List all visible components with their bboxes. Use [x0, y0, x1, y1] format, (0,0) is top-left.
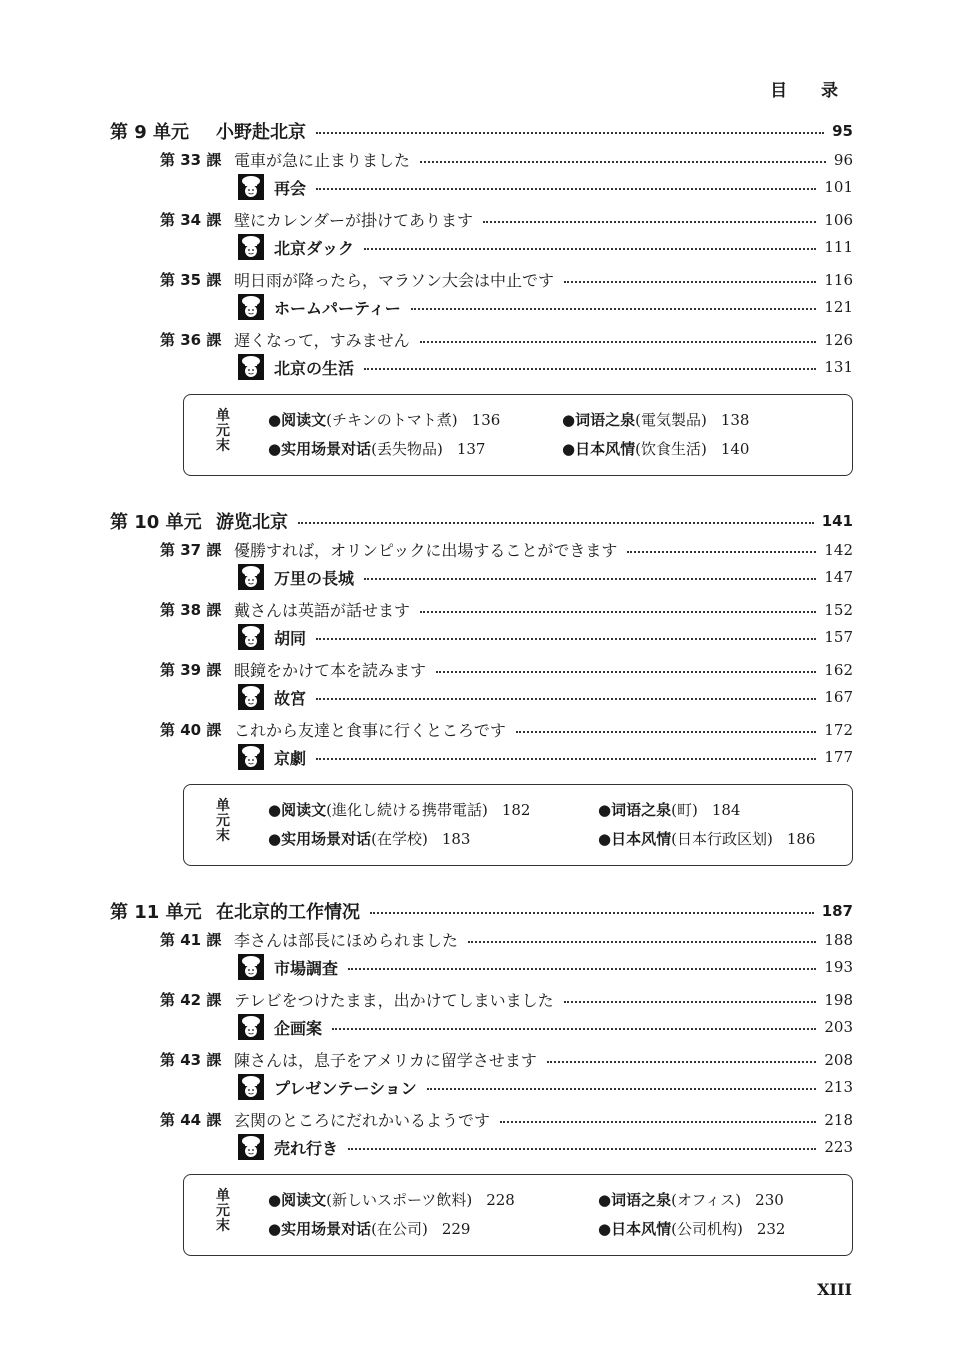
sub-section-title: 売れ行き [274, 1138, 339, 1158]
page-ref: 111 [824, 238, 853, 256]
page-ref: 223 [824, 1138, 853, 1156]
sub-section-row[interactable] [238, 744, 853, 770]
page-ref: 213 [824, 1078, 853, 1096]
leader-dots [483, 221, 816, 223]
side-char: 单 [216, 798, 230, 814]
lesson-number: 第 36 課 [160, 331, 222, 349]
review-item-detail: (町) [671, 801, 698, 819]
page-ref: 162 [824, 660, 853, 679]
unit-section [110, 118, 853, 488]
leader-dots [316, 132, 824, 134]
sub-section-title: 企画案 [274, 1018, 323, 1038]
review-item-label: ●实用场景对话 [268, 830, 372, 848]
leader-dots [420, 611, 816, 613]
chef-icon [238, 1074, 264, 1100]
unit-title: 小野赴北京 [216, 122, 306, 143]
page-ref: 193 [824, 958, 853, 976]
leader-dots [364, 248, 816, 250]
review-item-label: ●日本风情 [598, 830, 672, 848]
lesson-row[interactable] [160, 718, 853, 741]
page-number: XIII [817, 1280, 852, 1299]
review-item[interactable] [268, 799, 530, 820]
unit-title: 在北京的工作情况 [216, 902, 360, 923]
leader-dots [564, 1001, 817, 1003]
sub-section-row[interactable] [238, 354, 853, 380]
review-item[interactable] [268, 828, 470, 849]
unit-title-row[interactable] [110, 508, 853, 534]
sub-section-title: 故宮 [274, 688, 307, 708]
review-item[interactable] [562, 438, 749, 459]
leader-dots [411, 308, 817, 310]
unit-review-box [183, 394, 853, 476]
side-char: 末 [216, 828, 230, 844]
leader-dots [436, 671, 816, 673]
sub-section-title: 再会 [274, 178, 307, 198]
review-item-label: ●阅读文 [268, 411, 327, 429]
unit-number: 第 10 单元 [110, 512, 202, 533]
review-item-label: ●日本风情 [562, 440, 636, 458]
sub-section-title: ホームパーティー [274, 298, 401, 318]
lesson-number: 第 37 課 [160, 541, 222, 559]
page-ref: 101 [824, 178, 853, 196]
lesson-title: これから友達と食事に行くところです [234, 721, 506, 740]
sub-section-title: 北京ダック [274, 238, 355, 258]
sub-section-row[interactable] [238, 954, 853, 980]
review-item[interactable] [598, 799, 740, 820]
leader-dots [316, 638, 816, 640]
page-ref: 177 [824, 748, 853, 766]
lesson-title: 明日雨が降ったら，マラソン大会は中止です [234, 271, 555, 290]
page-header: 目 录 [770, 81, 852, 101]
leader-dots [316, 758, 816, 760]
page-ref: 142 [824, 540, 853, 559]
page-ref: 152 [824, 600, 853, 619]
lesson-title: 壁にカレンダーが掛けてあります [234, 211, 473, 230]
review-side-label [214, 409, 232, 454]
page-ref: 106 [824, 210, 853, 229]
page-ref: 121 [824, 298, 853, 316]
leader-dots [348, 968, 816, 970]
lesson-row[interactable] [160, 208, 853, 231]
page-ref: 140 [720, 440, 750, 458]
leader-dots [516, 731, 817, 733]
lesson-number: 第 38 課 [160, 601, 222, 619]
lesson-row[interactable] [160, 148, 853, 171]
lesson-row[interactable] [160, 598, 853, 621]
review-item[interactable] [268, 438, 485, 459]
lesson-number: 第 39 課 [160, 661, 222, 679]
page-ref: 138 [720, 411, 750, 429]
lesson-title: 玄関のところにだれかいるようです [234, 1111, 491, 1130]
leader-dots [370, 912, 814, 914]
review-item-detail: (丢失物品) [371, 440, 443, 458]
side-char: 元 [216, 1203, 230, 1219]
chef-icon [238, 684, 264, 710]
review-item-label: ●实用场景对话 [268, 440, 372, 458]
side-char: 末 [216, 1218, 230, 1234]
lesson-title: 優勝すれば，オリンピックに出場することができます [234, 541, 618, 560]
page-ref: 218 [824, 1110, 853, 1129]
unit-section [110, 508, 853, 878]
sub-section-row[interactable] [238, 174, 853, 200]
unit-section [110, 898, 853, 1268]
page-ref: 203 [824, 1018, 853, 1036]
lesson-title: 眼鏡をかけて本を読みます [234, 661, 427, 680]
lesson-row[interactable] [160, 1108, 853, 1131]
side-char: 元 [216, 813, 230, 829]
page-ref: 188 [824, 930, 853, 949]
page-ref: 183 [441, 830, 471, 848]
review-item-label: ●词语之泉 [598, 1191, 672, 1209]
sub-section-row[interactable] [238, 294, 853, 320]
lesson-title: テレビをつけたまま，出かけてしまいました [234, 991, 554, 1010]
chef-icon [238, 174, 264, 200]
lesson-number: 第 33 課 [160, 151, 222, 169]
review-item-detail: (公司机构) [671, 1220, 743, 1238]
page-ref: 116 [824, 270, 853, 289]
review-item[interactable] [598, 1218, 785, 1239]
review-side-label [214, 799, 232, 844]
lesson-number: 第 41 課 [160, 931, 222, 949]
lesson-row[interactable] [160, 928, 853, 951]
leader-dots [332, 1028, 816, 1030]
unit-review-box [183, 1174, 853, 1256]
leader-dots [420, 341, 817, 343]
page-ref: 184 [711, 801, 741, 819]
page-ref: 182 [501, 801, 531, 819]
leader-dots [316, 188, 816, 190]
leader-dots [316, 698, 816, 700]
page-ref: 157 [824, 628, 853, 646]
lesson-number: 第 34 課 [160, 211, 222, 229]
lesson-row[interactable] [160, 538, 853, 561]
page-ref: 136 [471, 411, 501, 429]
lesson-row[interactable] [160, 328, 853, 351]
lesson-title: 戴さんは英語が話せます [234, 601, 411, 620]
review-item[interactable] [598, 1189, 784, 1210]
review-item-detail: (饮食生活) [635, 440, 707, 458]
sub-section-row[interactable] [238, 234, 853, 260]
page-ref: 232 [756, 1220, 786, 1238]
review-item-detail: (電気製品) [635, 411, 707, 429]
unit-title: 游览北京 [216, 512, 288, 533]
review-item-label: ●实用场景对话 [268, 1220, 372, 1238]
page-ref: 137 [456, 440, 486, 458]
sub-section-title: 京劇 [274, 748, 307, 768]
lesson-number: 第 43 課 [160, 1051, 222, 1069]
lesson-title: 遅くなって，すみません [234, 331, 410, 350]
sub-section-title: 胡同 [274, 628, 307, 648]
leader-dots [500, 1121, 816, 1123]
sub-section-row[interactable] [238, 1074, 853, 1100]
lesson-row[interactable] [160, 988, 853, 1011]
page-ref: 95 [832, 122, 853, 140]
review-item-detail: (在公司) [371, 1220, 428, 1238]
leader-dots [298, 522, 814, 524]
chef-icon [238, 1014, 264, 1040]
page-ref: 228 [486, 1191, 515, 1209]
page-ref: 126 [824, 330, 853, 349]
chef-icon [238, 294, 264, 320]
review-side-label [214, 1189, 232, 1234]
chef-icon [238, 954, 264, 980]
leader-dots [427, 1088, 817, 1090]
leader-dots [627, 551, 816, 553]
side-char: 单 [216, 1188, 230, 1204]
review-item-detail: (オフィス) [671, 1191, 742, 1209]
lesson-number: 第 40 課 [160, 721, 222, 739]
review-item-detail: (日本行政区划) [671, 830, 773, 848]
side-char: 单 [216, 408, 230, 424]
page-ref: 172 [824, 720, 853, 739]
review-item-detail: (新しいスポーツ飲料) [326, 1191, 473, 1209]
review-item[interactable] [562, 409, 749, 430]
leader-dots [564, 281, 816, 283]
sub-section-row[interactable] [238, 684, 853, 710]
lesson-row[interactable] [160, 1048, 853, 1071]
side-char: 末 [216, 438, 230, 454]
sub-section-title: 市場調査 [274, 958, 339, 978]
sub-section-row[interactable] [238, 1134, 853, 1160]
review-item-label: ●词语之泉 [562, 411, 636, 429]
page-ref: 147 [824, 568, 853, 586]
leader-dots [420, 161, 826, 163]
lesson-row[interactable] [160, 658, 853, 681]
review-item[interactable] [268, 409, 500, 430]
page-ref: 96 [833, 150, 853, 169]
chef-icon [238, 624, 264, 650]
sub-section-row[interactable] [238, 624, 853, 650]
page-ref: 230 [755, 1191, 784, 1209]
review-item-detail: (チキンのトマト煮) [326, 411, 458, 429]
page-ref: 187 [821, 902, 853, 920]
chef-icon [238, 1134, 264, 1160]
page-ref: 198 [824, 990, 853, 1009]
lesson-number: 第 42 課 [160, 991, 222, 1009]
unit-title-row[interactable] [110, 898, 853, 924]
page-ref: 141 [821, 512, 853, 530]
leader-dots [364, 368, 816, 370]
review-item[interactable] [268, 1189, 515, 1210]
leader-dots [468, 941, 816, 943]
page-ref: 229 [441, 1220, 471, 1238]
page-ref: 167 [824, 688, 853, 706]
lesson-title: 陳さんは，息子をアメリカに留学させます [234, 1051, 537, 1070]
sub-section-title: プレゼンテーション [274, 1078, 417, 1098]
chef-icon [238, 744, 264, 770]
side-char: 元 [216, 423, 230, 439]
chef-icon [238, 354, 264, 380]
lesson-number: 第 35 課 [160, 271, 222, 289]
leader-dots [547, 1061, 816, 1063]
chef-icon [238, 564, 264, 590]
review-item-detail: (在学校) [371, 830, 428, 848]
leader-dots [364, 578, 816, 580]
review-item-label: ●日本风情 [598, 1220, 672, 1238]
review-item-label: ●阅读文 [268, 1191, 327, 1209]
lesson-title: 李さんは部長にほめられました [234, 931, 459, 950]
sub-section-row[interactable] [238, 1014, 853, 1040]
unit-review-box [183, 784, 853, 866]
page-ref: 186 [786, 830, 816, 848]
lesson-title: 電車が急に止まりました [234, 151, 411, 170]
sub-section-title: 北京の生活 [274, 358, 355, 378]
unit-title-row[interactable] [110, 118, 853, 144]
review-item-label: ●词语之泉 [598, 801, 672, 819]
review-item-detail: (進化し続ける携帯電話) [326, 801, 488, 819]
unit-number: 第 11 单元 [110, 902, 202, 923]
lesson-number: 第 44 課 [160, 1111, 222, 1129]
leader-dots [348, 1148, 816, 1150]
sub-section-row[interactable] [238, 564, 853, 590]
review-item-label: ●阅读文 [268, 801, 327, 819]
chef-icon [238, 234, 264, 260]
unit-number: 第 9 单元 [110, 122, 190, 143]
page-ref: 208 [824, 1050, 853, 1069]
page-ref: 131 [824, 358, 853, 376]
review-item[interactable] [598, 828, 815, 849]
lesson-row[interactable] [160, 268, 853, 291]
sub-section-title: 万里の長城 [274, 568, 355, 588]
review-item[interactable] [268, 1218, 470, 1239]
